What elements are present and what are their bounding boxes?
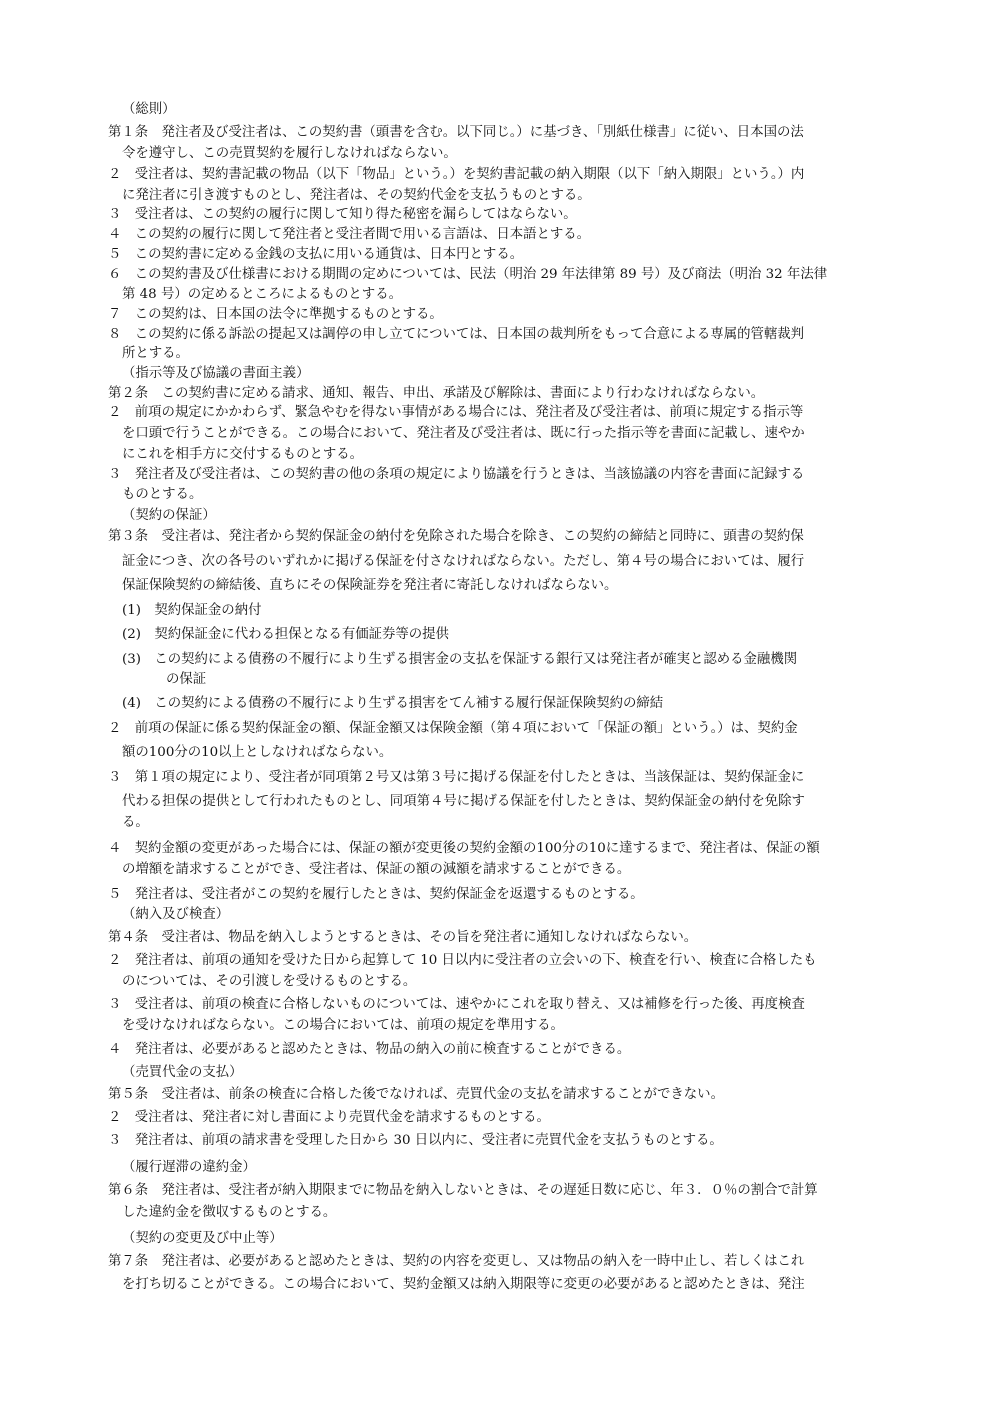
- text-line: (2) 契約保証金に代わる担保となる有価証券等の提供: [122, 627, 449, 642]
- text-line: 第６条 発注者は、受注者が納入期限までに物品を納入しないときは、その遅延日数に応じ、年３．０％の割合で計算: [108, 1183, 818, 1198]
- text-line: ３ 第１項の規定により、受注者が同項第２号又は第３号に掲げる保証を付したときは、当該保証は、契約保証金に: [108, 770, 805, 785]
- text-line: 代わる担保の提供として行われたものとし、同項第４号に掲げる保証を付したときは、契約保証金の納付を免除す: [122, 794, 805, 809]
- section-heading: （指示等及び協議の書面主義）: [122, 366, 310, 381]
- section-heading: （履行遅滞の違約金）: [122, 1160, 256, 1175]
- text-line: 証金につき、次の各号のいずれかに掲げる保証を付さなければならない。ただし、第４号の場合においては、履行: [122, 554, 805, 569]
- text-line: 保証保険契約の締結後、直ちにその保険証券を発注者に寄託しなければならない。: [122, 578, 618, 593]
- text-line: ５ この契約書に定める金銭の支払に用いる通貨は、日本円とする。: [108, 247, 524, 262]
- text-line: 第 48 号）の定めるところによるものとする。: [122, 287, 402, 302]
- text-line: ２ 受注者は、契約書記載の物品（以下「物品」という。）を契約書記載の納入期限（以下「納入期限」という。）内: [108, 167, 805, 182]
- section-heading: （納入及び検査）: [122, 907, 230, 922]
- text-line: (1) 契約保証金の納付: [122, 603, 262, 618]
- section-heading: （総則）: [122, 102, 176, 117]
- text-line: にこれを相手方に交付するものとする。: [122, 447, 364, 462]
- text-line: を受けなければならない。この場合においては、前項の規定を準用する。: [122, 1018, 564, 1033]
- text-line: ３ 発注者は、前項の請求書を受理した日から 30 日以内に、受注者に売買代金を支払うものとする。: [108, 1133, 723, 1148]
- text-line: ２ 前項の保証に係る契約保証金の額、保証金額又は保険金額（第４項において「保証の額」という。）は、契約金: [108, 721, 798, 736]
- text-line: (3) この契約による債務の不履行により生ずる損害金の支払を保証する銀行又は発注者が確実と認める金融機関: [122, 652, 798, 667]
- text-line: ２ 受注者は、発注者に対し書面により売買代金を請求するものとする。: [108, 1110, 550, 1125]
- text-line: の増額を請求することができ、受注者は、保証の額の減額を請求することができる。: [122, 862, 631, 877]
- text-line: ４ 発注者は、必要があると認めたときは、物品の納入の前に検査することができる。: [108, 1042, 631, 1057]
- text-line: 第２条 この契約書に定める請求、通知、報告、申出、承諾及び解除は、書面により行わなければならない。: [108, 386, 765, 401]
- text-line: 第５条 受注者は、前条の検査に合格した後でなければ、売買代金の支払を請求することができない。: [108, 1087, 724, 1102]
- text-line: ３ 受注者は、この契約の履行に関して知り得た秘密を漏らしてはならない。: [108, 207, 577, 222]
- text-line: ２ 発注者は、前項の通知を受けた日から起算して 10 日以内に受注者の立会いの下、検査を行い、検査に合格したも: [108, 953, 817, 968]
- section-heading: （契約の変更及び中止等）: [122, 1231, 283, 1246]
- text-line: ものとする。: [122, 487, 203, 502]
- text-line: (4) この契約による債務の不履行により生ずる損害をてん補する履行保証保険契約の締結: [122, 696, 664, 711]
- text-line: のについては、その引渡しを受けるものとする。: [122, 974, 417, 989]
- text-line: ２ 前項の規定にかかわらず、緊急やむを得ない事情がある場合には、発注者及び受注者は、前項に規定する指示等: [108, 405, 804, 420]
- section-heading: （契約の保証）: [122, 508, 216, 523]
- text-line: ６ この契約書及び仕様書における期間の定めについては、民法（明治 29 年法律第 89 号）及び商法（明治 32 年法律: [108, 267, 828, 282]
- text-line: ７ この契約は、日本国の法令に準拠するものとする。: [108, 307, 443, 322]
- text-line: 第１条 発注者及び受注者は、この契約書（頭書を含む。以下同じ。）に基づき、「別紙仕様書」に従い、日本国の法: [108, 125, 804, 140]
- text-line: 第４条 受注者は、物品を納入しようとするときは、その旨を発注者に通知しなければならない。: [108, 930, 698, 945]
- text-line: る。: [122, 815, 149, 830]
- text-line: 所とする。: [122, 346, 189, 361]
- text-line: の保証: [166, 672, 207, 687]
- text-line: を打ち切ることができる。この場合において、契約金額又は納入期限等に変更の必要があると認めたときは、発注: [122, 1277, 805, 1292]
- text-line: ８ この契約に係る訴訟の提起又は調停の申し立てについては、日本国の裁判所をもって合意による専属的管轄裁判: [108, 327, 805, 342]
- text-line: 令を遵守し、この売買契約を履行しなければならない。: [122, 146, 457, 161]
- text-line: ５ 発注者は、受注者がこの契約を履行したときは、契約保証金を返還するものとする。: [108, 887, 644, 902]
- text-line: ３ 発注者及び受注者は、この契約書の他の条項の規定により協議を行うときは、当該協議の内容を書面に記録する: [108, 467, 805, 482]
- text-line: ４ この契約の履行に関して発注者と受注者間で用いる言語は、日本語とする。: [108, 227, 591, 242]
- text-line: 第７条 発注者は、必要があると認めたときは、契約の内容を変更し、又は物品の納入を一時中止し、若しくはこれ: [108, 1254, 805, 1269]
- text-line: 第３条 受注者は、発注者から契約保証金の納付を免除された場合を除き、この契約の締結と同時に、頭書の契約保: [108, 529, 804, 544]
- text-line: を口頭で行うことができる。この場合において、発注者及び受注者は、既に行った指示等を書面に記載し、速やか: [122, 426, 805, 441]
- text-line: ４ 契約金額の変更があった場合には、保証の額が変更後の契約金額の100分の10に達するまで、発注者は、保証の額: [108, 841, 820, 856]
- text-line: に発注者に引き渡すものとし、発注者は、その契約代金を支払うものとする。: [122, 188, 591, 203]
- text-line: ３ 受注者は、前項の検査に合格しないものについては、速やかにこれを取り替え、又は補修を行った後、再度検査: [108, 997, 805, 1012]
- text-line: した違約金を徴収するものとする。: [122, 1205, 337, 1220]
- section-heading: （売買代金の支払）: [122, 1065, 243, 1080]
- text-line: 額の100分の10以上としなければならない。: [122, 745, 393, 760]
